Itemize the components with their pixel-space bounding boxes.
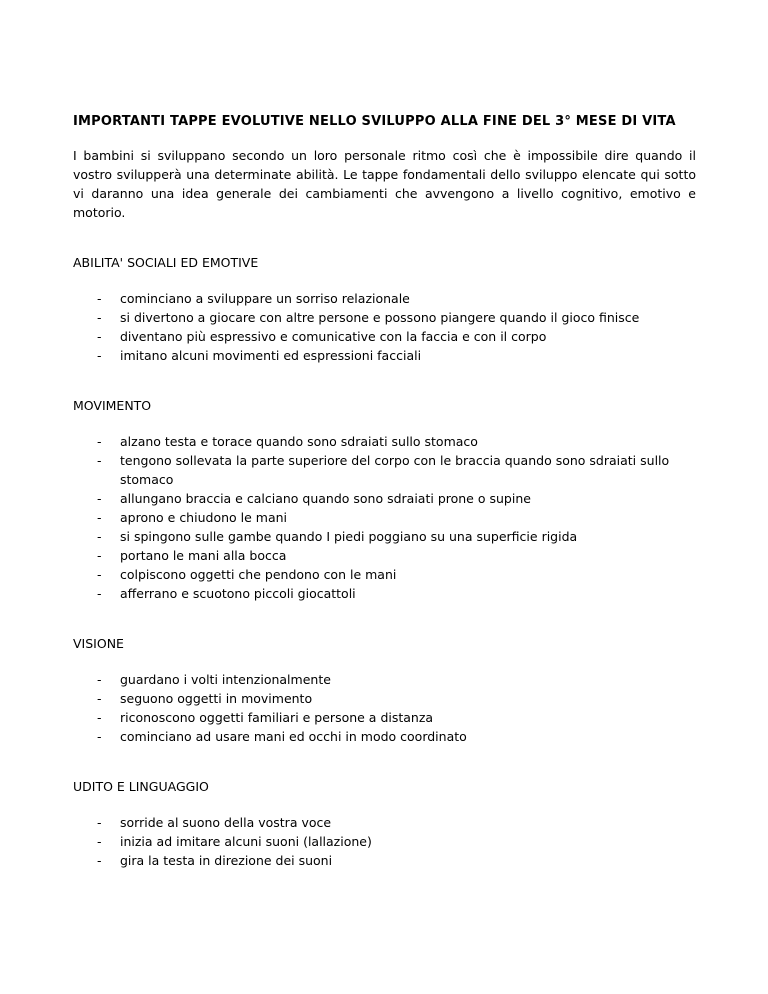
list-item (73, 832, 696, 851)
dash-bullet-icon: - (97, 329, 102, 344)
list-item-text: cominciano a sviluppare un sorriso relazionale (120, 291, 410, 306)
list-item (73, 851, 696, 870)
list-item-text: seguono oggetti in movimento (120, 691, 313, 706)
dash-bullet-icon: - (97, 853, 102, 868)
section-heading: VISIONE (73, 636, 124, 651)
intro-paragraph: I bambini si sviluppano secondo un loro personale ritmo così che è impossibile dire quando il vostro svilupperà una determinate abilità. Le tappe fondamentali dello sviluppo elencate qui sotto vi daranno una idea generale dei cambiamenti che avvengono a livello cognitivo, emotivo e motorio. (73, 148, 696, 220)
bullet-list (73, 289, 696, 365)
dash-bullet-icon: - (97, 310, 102, 325)
dash-bullet-icon: - (97, 348, 102, 363)
document-section (73, 634, 696, 746)
dash-bullet-icon: - (97, 691, 102, 706)
list-item-text: allungano braccia e calciano quando sono sdraiati prone o supine (120, 491, 531, 506)
list-item-text: sorride al suono della vostra voce (120, 815, 332, 830)
dash-bullet-icon: - (97, 567, 102, 582)
dash-bullet-icon: - (97, 672, 102, 687)
list-item (73, 327, 696, 346)
list-item (73, 813, 696, 832)
section-heading: MOVIMENTO (73, 398, 152, 413)
list-item-text: guardano i volti intenzionalmente (120, 672, 331, 687)
list-item-text: gira la testa in direzione dei suoni (120, 853, 333, 868)
dash-bullet-icon: - (97, 548, 102, 563)
list-item-text: diventano più espressivo e comunicative con la faccia e con il corpo (120, 329, 547, 344)
document-section (73, 777, 696, 870)
list-item (73, 527, 696, 546)
list-item-text: inizia ad imitare alcuni suoni (lallazione) (120, 834, 372, 849)
list-item (73, 308, 696, 327)
dash-bullet-icon: - (97, 510, 102, 525)
list-item-text: imitano alcuni movimenti ed espressioni facciali (120, 348, 422, 363)
list-item (73, 708, 696, 727)
list-item (73, 565, 696, 584)
list-item-text: riconoscono oggetti familiari e persone a distanza (120, 710, 434, 725)
list-item (73, 346, 696, 365)
list-item-text: afferrano e scuotono piccoli giocattoli (120, 586, 356, 601)
dash-bullet-icon: - (97, 729, 102, 744)
dash-bullet-icon: - (97, 815, 102, 830)
document-body (73, 253, 696, 870)
list-item (73, 432, 696, 451)
list-item (73, 489, 696, 508)
dash-bullet-icon: - (97, 834, 102, 849)
dash-bullet-icon: - (97, 710, 102, 725)
list-item (73, 670, 696, 689)
dash-bullet-icon: - (97, 434, 102, 449)
dash-bullet-icon: - (97, 453, 102, 468)
list-item-text: si spingono sulle gambe quando I piedi poggiano su una superficie rigida (120, 529, 578, 544)
dash-bullet-icon: - (97, 529, 102, 544)
list-item (73, 546, 696, 565)
document-section (73, 396, 696, 603)
list-item (73, 451, 696, 489)
document-title: IMPORTANTI TAPPE EVOLUTIVE NELLO SVILUPPO ALLA FINE DEL 3° MESE DI VITA (73, 114, 676, 129)
bullet-list (73, 813, 696, 870)
list-item-text: colpiscono oggetti che pendono con le mani (120, 567, 397, 582)
dash-bullet-icon: - (97, 291, 102, 306)
list-item (73, 689, 696, 708)
list-item (73, 289, 696, 308)
list-item-text: cominciano ad usare mani ed occhi in modo coordinato (120, 729, 467, 744)
dash-bullet-icon: - (97, 491, 102, 506)
list-item-text: aprono e chiudono le mani (120, 510, 287, 525)
bullet-list (73, 432, 696, 603)
list-item-text: tengono sollevata la parte superiore del corpo con le braccia quando sono sdraiati sullo stomaco (120, 453, 670, 487)
list-item-text: si divertono a giocare con altre persone e possono piangere quando il gioco finisce (120, 310, 640, 325)
section-heading: ABILITA' SOCIALI ED EMOTIVE (73, 255, 259, 270)
list-item-text: portano le mani alla bocca (120, 548, 287, 563)
document-section (73, 253, 696, 365)
bullet-list (73, 670, 696, 746)
list-item-text: alzano testa e torace quando sono sdraiati sullo stomaco (120, 434, 478, 449)
dash-bullet-icon: - (97, 586, 102, 601)
list-item (73, 584, 696, 603)
section-heading: UDITO E LINGUAGGIO (73, 779, 209, 794)
list-item (73, 727, 696, 746)
list-item (73, 508, 696, 527)
